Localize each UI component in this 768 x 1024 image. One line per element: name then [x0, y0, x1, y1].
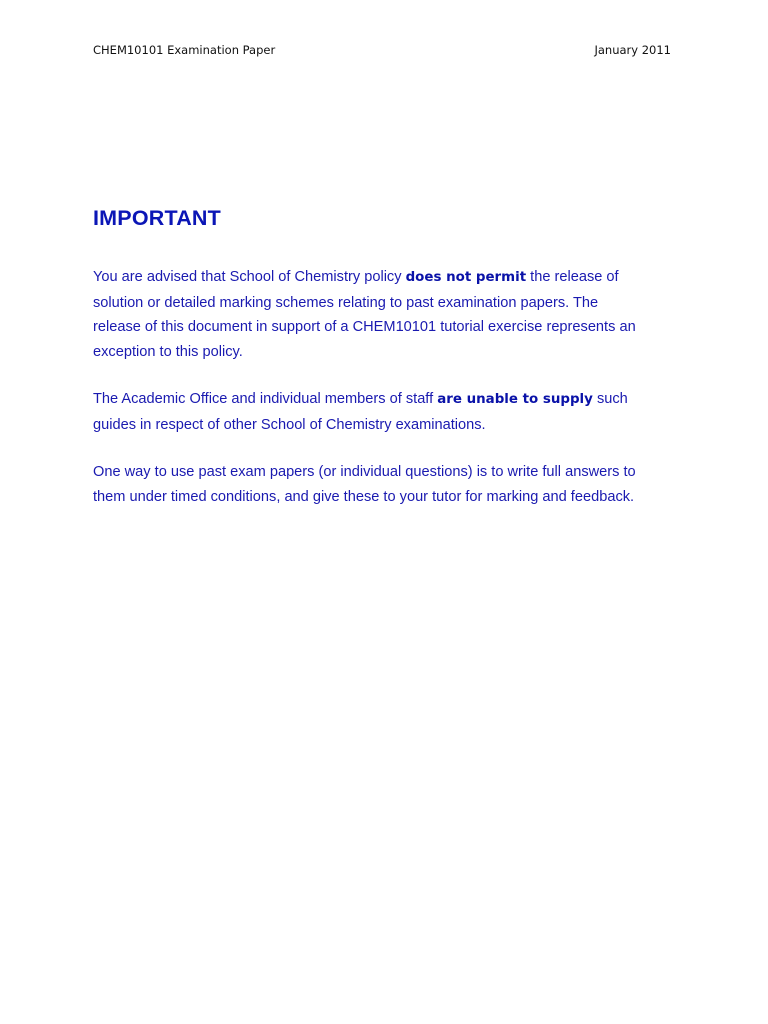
- advice-text-line2: them under timed conditions, and give these to your tutor for marking and feedback.: [93, 488, 635, 505]
- advice-text-line1: One way to use past exam papers (or individual questions) is to write full answers to: [93, 464, 636, 480]
- office-paragraph: [93, 387, 683, 437]
- office-emphasis: are unable to supply: [437, 392, 593, 407]
- advice-paragraph: [93, 460, 683, 509]
- office-text-start: The Academic Office and individual members of staff: [93, 391, 438, 407]
- policy-text-start: You are advised that School of Chemistry policy: [93, 269, 406, 285]
- policy-text-line3: release of this document in support of a CHEM10101 tutorial exercise represents an: [93, 319, 636, 335]
- office-text-line1-end: such: [592, 391, 628, 407]
- office-text-line2: guides in respect of other School of Chemistry examinations.: [93, 416, 486, 433]
- policy-emphasis: does not permit: [405, 270, 527, 285]
- page-header: [93, 43, 671, 59]
- policy-text-line2: solution or detailed marking schemes relating to past examination papers. The: [93, 294, 599, 311]
- header-course-title: CHEM10101 Examination Paper: [93, 43, 276, 57]
- policy-paragraph: [93, 265, 683, 364]
- important-heading: IMPORTANT: [93, 206, 221, 230]
- header-date: January 2011: [594, 43, 671, 57]
- policy-text-line4: exception to this policy.: [93, 343, 243, 360]
- policy-text-line1-end: the release of: [526, 269, 619, 285]
